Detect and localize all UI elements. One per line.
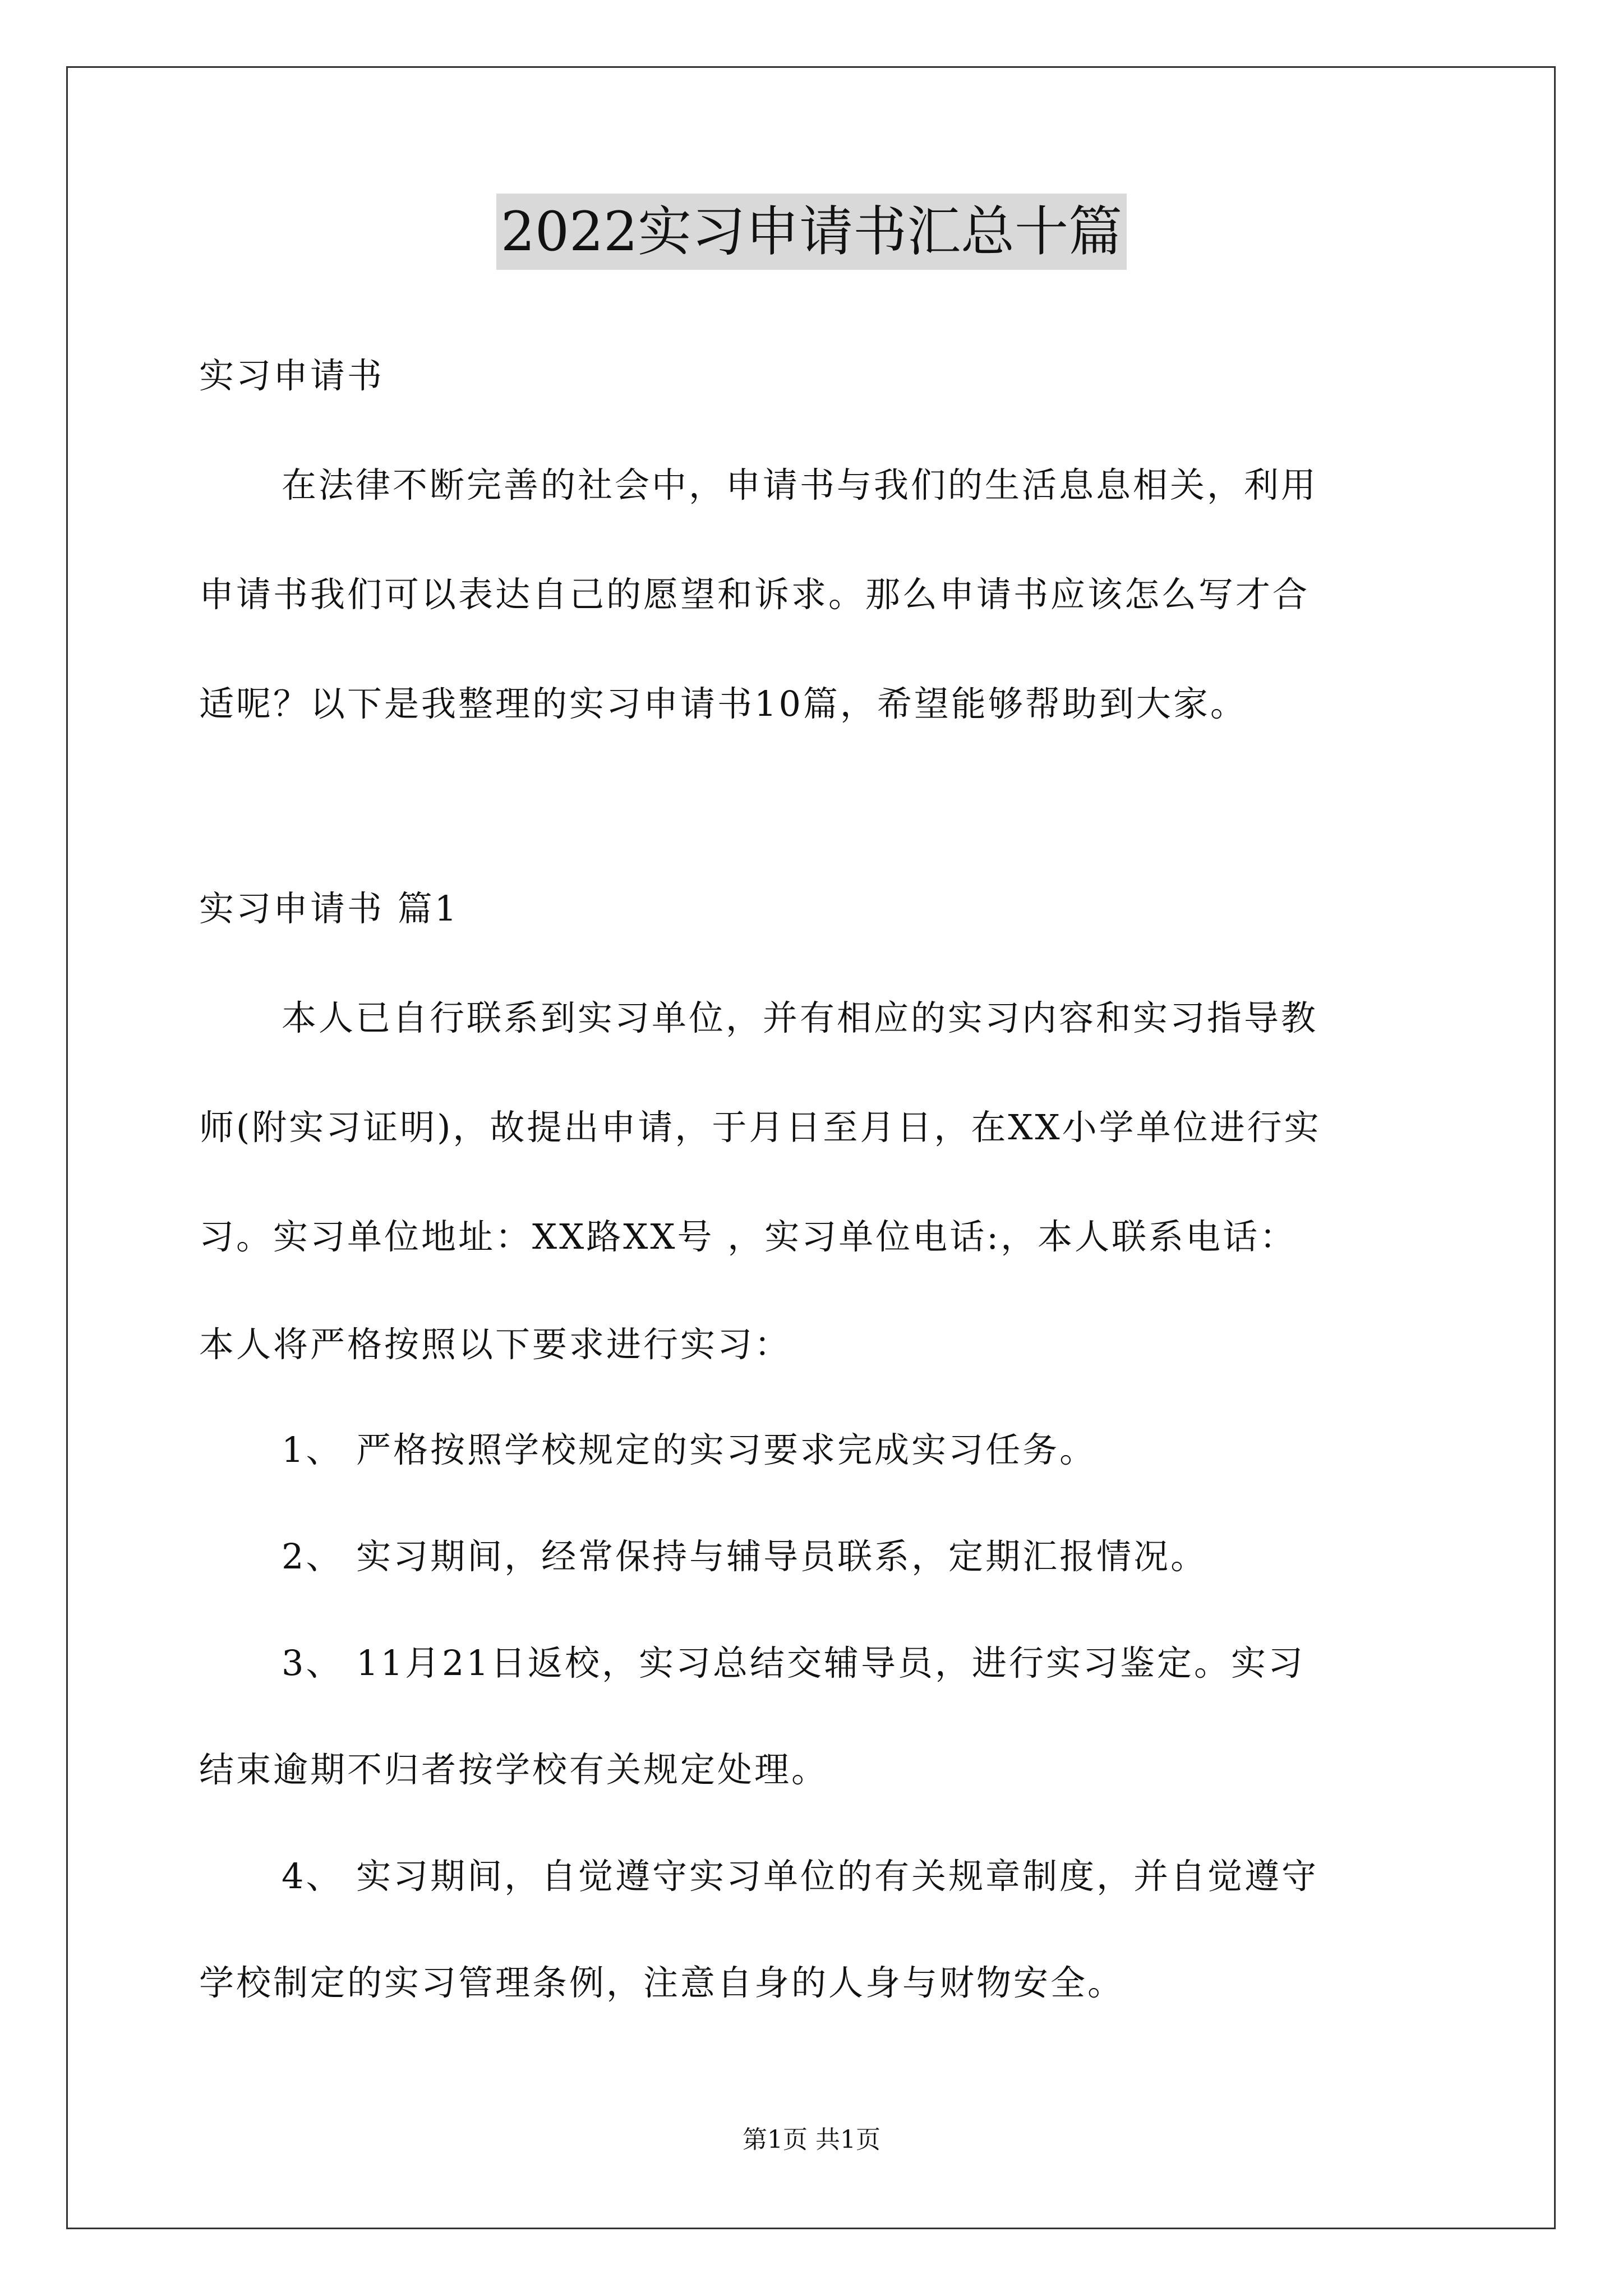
paragraph-line: 申请书我们可以表达自己的愿望和诉求。那么申请书应该怎么写才合 [199,574,1310,615]
title-container [0,194,1623,270]
list-item: 1、 严格按照学校规定的实习要求完成实习任务。 [282,1429,1097,1470]
document-title: 2022实习申请书汇总十篇 [496,194,1127,270]
paragraph-line: 习。实习单位地址：XX路XX号 ，实习单位电话:，本人联系电话： [199,1216,1297,1257]
page-footer: 第1页 共1页 [743,2125,880,2154]
paragraph-line: 学校制定的实习管理条例，注意自身的人身与财物安全。 [199,1962,1125,2003]
paragraph-line: 结束逾期不归者按学校有关规定处理。 [199,1749,829,1790]
paragraph-line: 师(附实习证明)，故提出申请，于月日至月日，在XX小学单位进行实 [199,1107,1321,1148]
list-item: 2、 实习期间，经常保持与辅导员联系，定期汇报情况。 [282,1536,1208,1577]
paragraph-line: 适呢？以下是我整理的实习申请书10篇，希望能够帮助到大家。 [199,683,1247,724]
paragraph-line: 在法律不断完善的社会中，申请书与我们的生活息息相关，利用 [282,464,1318,505]
paragraph-line: 本人将严格按照以下要求进行实习： [199,1324,792,1365]
list-item: 4、 实习期间，自觉遵守实习单位的有关规章制度，并自觉遵守 [282,1856,1319,1897]
paragraph-line: 本人已自行联系到实习单位，并有相应的实习内容和实习指导教 [282,997,1318,1038]
list-item: 3、 11月21日返校，实习总结交辅导员，进行实习鉴定。实习 [282,1642,1305,1683]
section-heading: 实习申请书 篇1 [199,888,459,929]
section-heading: 实习申请书 [199,355,385,396]
